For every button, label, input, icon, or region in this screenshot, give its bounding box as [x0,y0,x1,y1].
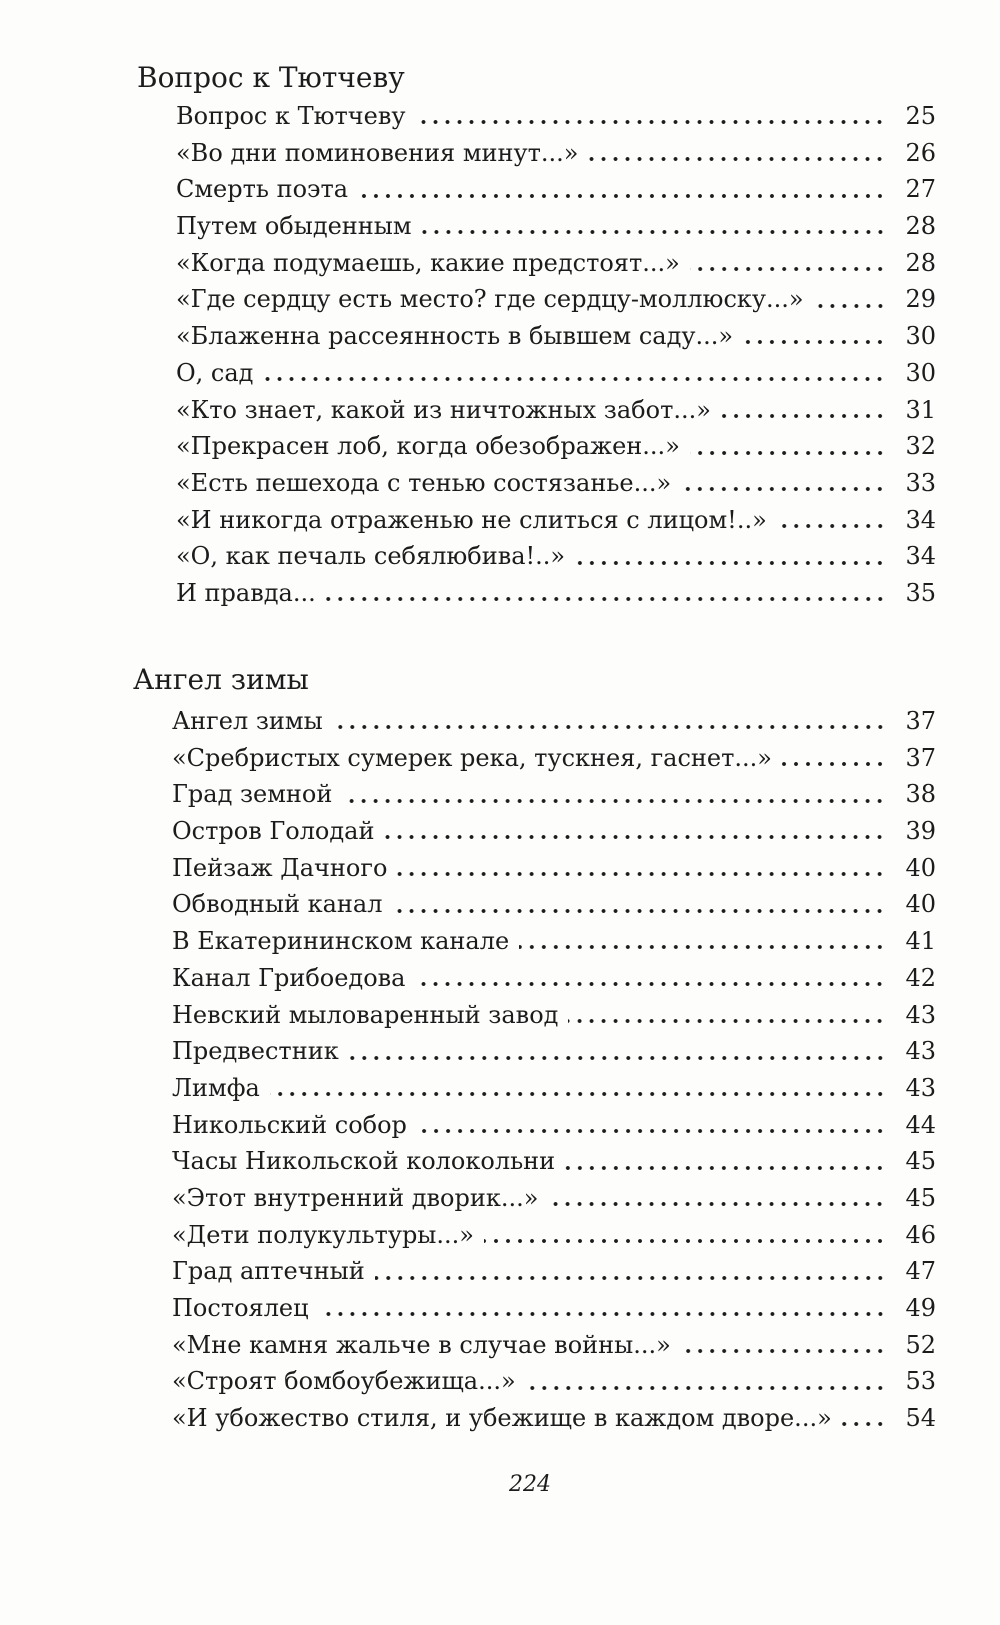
entry-page-number: 38 [905,780,936,809]
dot-leader [681,473,886,493]
toc-entry[interactable] [172,813,936,850]
entry-page-number: 39 [905,817,936,846]
section-title: Ангел зимы [133,663,309,696]
entry-page-number: 43 [905,1000,936,1029]
toc-entry[interactable] [176,245,936,282]
dot-leader [333,711,886,731]
entry-page-number: 40 [905,853,936,882]
entry-page-number: 30 [905,358,936,387]
entry-title: «Мне камня жальче в случае войны...» [172,1330,671,1359]
entry-title: Канал Грибоедова [172,963,406,992]
entry-title: «Во дни поминовения минут...» [176,138,579,167]
dot-leader [270,1078,886,1098]
dot-leader [415,968,886,988]
toc-entry[interactable] [172,1363,936,1400]
toc-entry[interactable] [172,1180,936,1217]
entry-title: Путем обыденным [176,212,412,241]
toc-entry-list [172,703,936,1437]
toc-entry[interactable] [172,1217,936,1254]
dot-leader [681,1335,886,1355]
entry-title: О, сад [176,358,254,387]
entry-title: И правда... [176,578,316,607]
toc-section [0,58,1000,612]
entry-title: Смерть поэта [176,175,349,204]
dot-leader [588,143,886,163]
toc-entry[interactable] [176,135,936,172]
dot-leader [777,510,886,530]
dot-leader [690,437,886,457]
toc-entry[interactable] [172,997,936,1034]
entry-title: «Дети полукультуры...» [172,1220,474,1249]
dot-leader [422,216,886,236]
entry-page-number: 33 [905,468,936,497]
entry-title: Лимфа [172,1073,260,1102]
entry-title: Невский мыловаренный завод [172,1000,559,1029]
dot-leader [782,748,886,768]
entry-title: «Кто знает, какой из ничтожных забот...» [176,395,711,424]
toc-entry[interactable] [176,355,936,392]
entry-title: Никольский собор [172,1110,407,1139]
entry-title: «Где сердцу есть место? где сердцу-моллюску...» [176,285,804,314]
entry-page-number: 54 [905,1404,936,1433]
entry-title: Постоялец [172,1294,309,1322]
dot-leader [358,180,886,200]
dot-leader [526,1372,886,1392]
entry-page-number: 46 [905,1220,936,1249]
entry-title: «О, как печаль себялюбива!..» [176,542,566,571]
entry-page-number: 26 [905,138,936,167]
entry-page-number: 40 [905,890,936,919]
toc-entry[interactable] [176,281,936,318]
entry-page-number: 27 [905,175,936,204]
dot-leader [575,547,886,567]
toc-entry[interactable] [172,1253,936,1290]
toc-entry[interactable] [172,923,936,960]
entry-title: Часы Никольской колокольни [172,1147,556,1176]
entry-title: Вопрос к Тютчеву [176,102,406,130]
toc-entry[interactable] [172,850,936,887]
toc-entry[interactable] [176,538,936,575]
toc-entry[interactable] [176,428,936,465]
entry-title: Остров Голодай [172,817,375,846]
entry-page-number: 34 [905,542,936,571]
entry-title: «Этот внутренний дворик...» [172,1183,539,1212]
entry-page-number: 45 [905,1147,936,1176]
dot-leader [415,106,886,126]
dot-leader [319,1298,886,1318]
toc-entry[interactable] [172,1033,936,1070]
dot-leader [519,931,886,951]
entry-page-number: 47 [905,1257,936,1286]
dot-leader [484,1225,886,1245]
dot-leader [548,1188,886,1208]
dot-leader [326,583,886,603]
dot-leader [375,1262,886,1282]
entry-page-number: 53 [905,1367,936,1396]
toc-entry[interactable] [176,171,936,208]
entry-title: «Есть пешехода с тенью состязанье...» [176,468,672,497]
entry-title: Обводный канал [172,890,383,919]
toc-entry[interactable] [172,1107,936,1144]
dot-leader [342,785,886,805]
entry-title: «Когда подумаешь, какие предстоят...» [176,248,680,277]
entry-page-number: 45 [905,1183,936,1212]
entry-page-number: 28 [905,248,936,277]
dot-leader [814,290,886,310]
dot-leader [417,1115,886,1135]
dot-leader [842,1408,886,1428]
entry-title: «Прекрасен лоб, когда обезображен...» [176,432,680,461]
entry-page-number: 43 [905,1037,936,1066]
dot-leader [263,363,886,383]
toc-entry[interactable] [176,98,936,135]
section-title: Вопрос к Тютчеву [137,61,405,94]
dot-leader [743,326,886,346]
toc-entry[interactable] [172,740,936,777]
dot-leader [565,1152,886,1172]
toc-section [0,660,1000,1437]
entry-page-number: 28 [905,212,936,241]
toc-entry[interactable] [176,392,936,429]
entry-title: Град земной [172,780,333,809]
entry-page-number: 49 [905,1294,936,1322]
dot-leader [392,895,886,915]
entry-page-number: 52 [905,1330,936,1359]
dot-leader [568,1005,886,1025]
toc-entry[interactable] [172,776,936,813]
toc-entry[interactable] [172,886,936,923]
toc-entry[interactable] [176,318,936,355]
toc-entry[interactable] [172,1327,936,1364]
entry-page-number: 42 [905,963,936,992]
entry-title: «Блаженна рассеянность в бывшем саду...» [176,322,734,351]
toc-entry[interactable] [172,1400,936,1437]
entry-page-number: 35 [905,578,936,607]
entry-title: Пейзаж Дачного [172,853,388,882]
dot-leader [384,821,886,841]
entry-title: В Екатерининском канале [172,927,510,956]
dot-leader [721,400,886,420]
entry-page-number: 32 [905,432,936,461]
entry-page-number: 30 [905,322,936,351]
entry-title: «И убожество стиля, и убежище в каждом дворе...» [172,1404,832,1433]
entry-title: Град аптечный [172,1257,365,1286]
toc-entry[interactable] [172,960,936,997]
toc-entry-list [176,98,936,612]
toc-entry[interactable] [176,208,936,245]
toc-entry[interactable] [172,703,936,740]
entry-page-number: 41 [905,927,936,956]
entry-page-number: 43 [905,1073,936,1102]
page-number: 224 [509,1472,551,1497]
toc-entry[interactable] [172,1290,936,1327]
entry-title: «И никогда отраженью не слиться с лицом!..» [176,505,767,534]
dot-leader [397,858,886,878]
entry-title: «Строят бомбоубежища...» [172,1367,516,1396]
entry-page-number: 25 [905,102,936,130]
entry-page-number: 44 [905,1110,936,1139]
entry-page-number: 37 [905,707,936,735]
dot-leader [690,253,886,273]
entry-page-number: 29 [905,285,936,314]
entry-title: Предвестник [172,1037,339,1066]
dot-leader [349,1042,886,1062]
entry-title: Ангел зимы [172,707,323,735]
toc-entry[interactable] [172,1070,936,1107]
entry-title: «Сребристых сумерек река, тускнея, гаснет...» [172,743,772,772]
toc-entry[interactable] [176,575,936,612]
toc-entry[interactable] [176,465,936,502]
toc-entry[interactable] [176,502,936,539]
entry-page-number: 31 [905,395,936,424]
toc-entry[interactable] [172,1143,936,1180]
entry-page-number: 37 [905,743,936,772]
entry-page-number: 34 [905,505,936,534]
